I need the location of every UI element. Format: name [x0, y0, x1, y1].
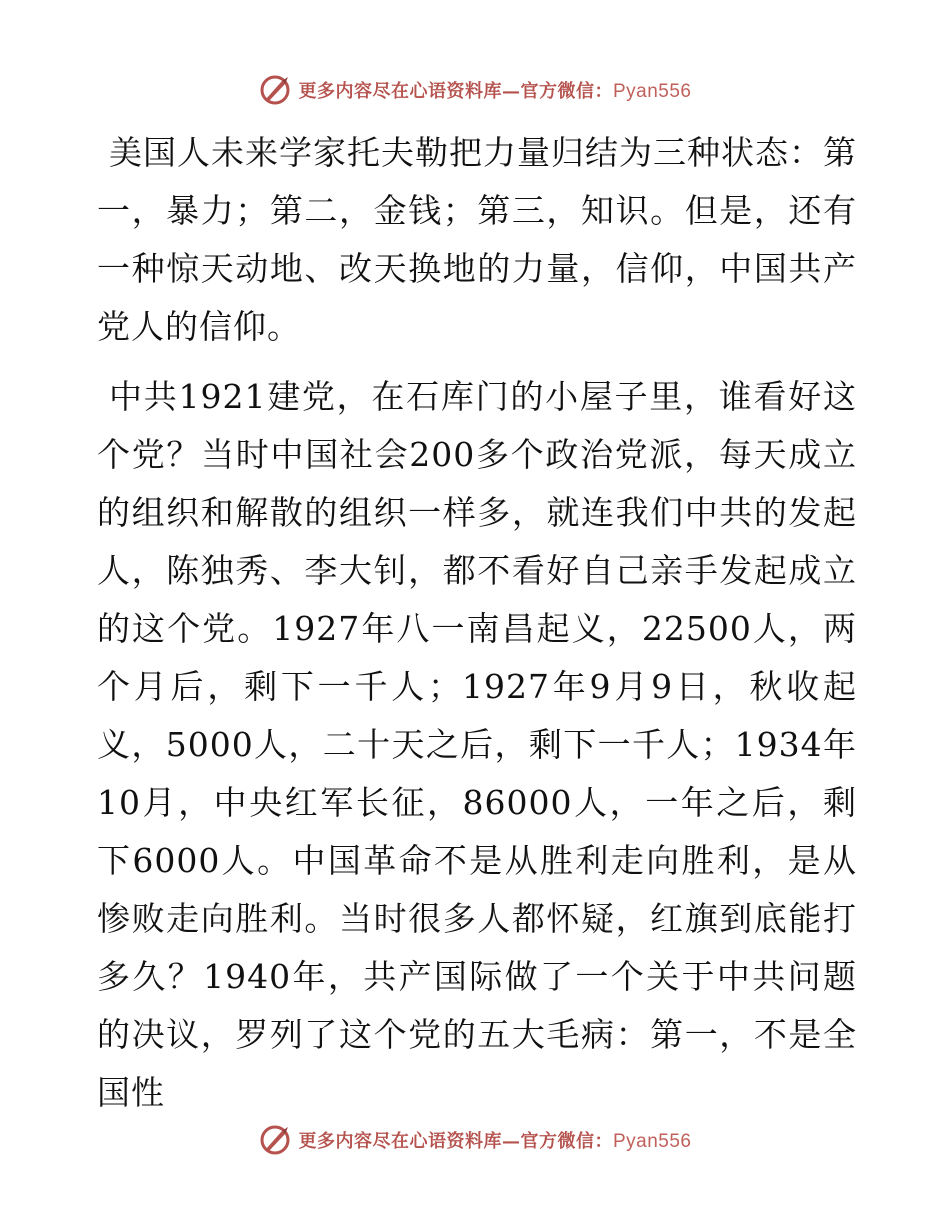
- watermark-account: Pyan556: [612, 81, 692, 102]
- watermark-account: Pyan556: [612, 1131, 692, 1152]
- header-watermark: [0, 70, 950, 110]
- paragraph-1: 美国人未来学家托夫勒把力量归结为三种状态：第一，暴力；第二，金钱；第三，知识。但是，还有一种惊天动地、改天换地的力量，信仰，中国共产党人的信仰。: [97, 133, 857, 346]
- watermark-label: 更多内容尽在心语资料库—官方微信：: [298, 81, 613, 102]
- watermark-text: [298, 77, 691, 103]
- quill-logo-icon: [258, 73, 292, 107]
- footer-watermark: [0, 1120, 950, 1160]
- quill-logo-icon: [258, 1123, 292, 1157]
- document-body: [97, 124, 857, 1122]
- paragraph-2: 中共1921建党，在石库门的小屋子里，谁看好这个党？当时中国社会200多个政治党派，每天成立的组织和解散的组织一样多，就连我们中共的发起人，陈独秀、李大钊，都不看好自己亲手发起成立的这个党。1927年八一南昌起义，22500人，两个月后，剩下一千人；1927年9月9日，秋收起义，5000人，二十天之后，剩下一千人；1934年10月，中央红军长征，86000人，一年之后，剩下6000人。中国革命不是从胜利走向胜利，是从惨败走向胜利。当时很多人都怀疑，红旗到底能打多久？1940年，共产国际做了一个关于中共问题的决议，罗列了这个党的五大毛病：第一，不是全国性: [97, 377, 857, 1112]
- watermark-label: 更多内容尽在心语资料库—官方微信：: [298, 1131, 613, 1152]
- watermark-text: [298, 1127, 691, 1153]
